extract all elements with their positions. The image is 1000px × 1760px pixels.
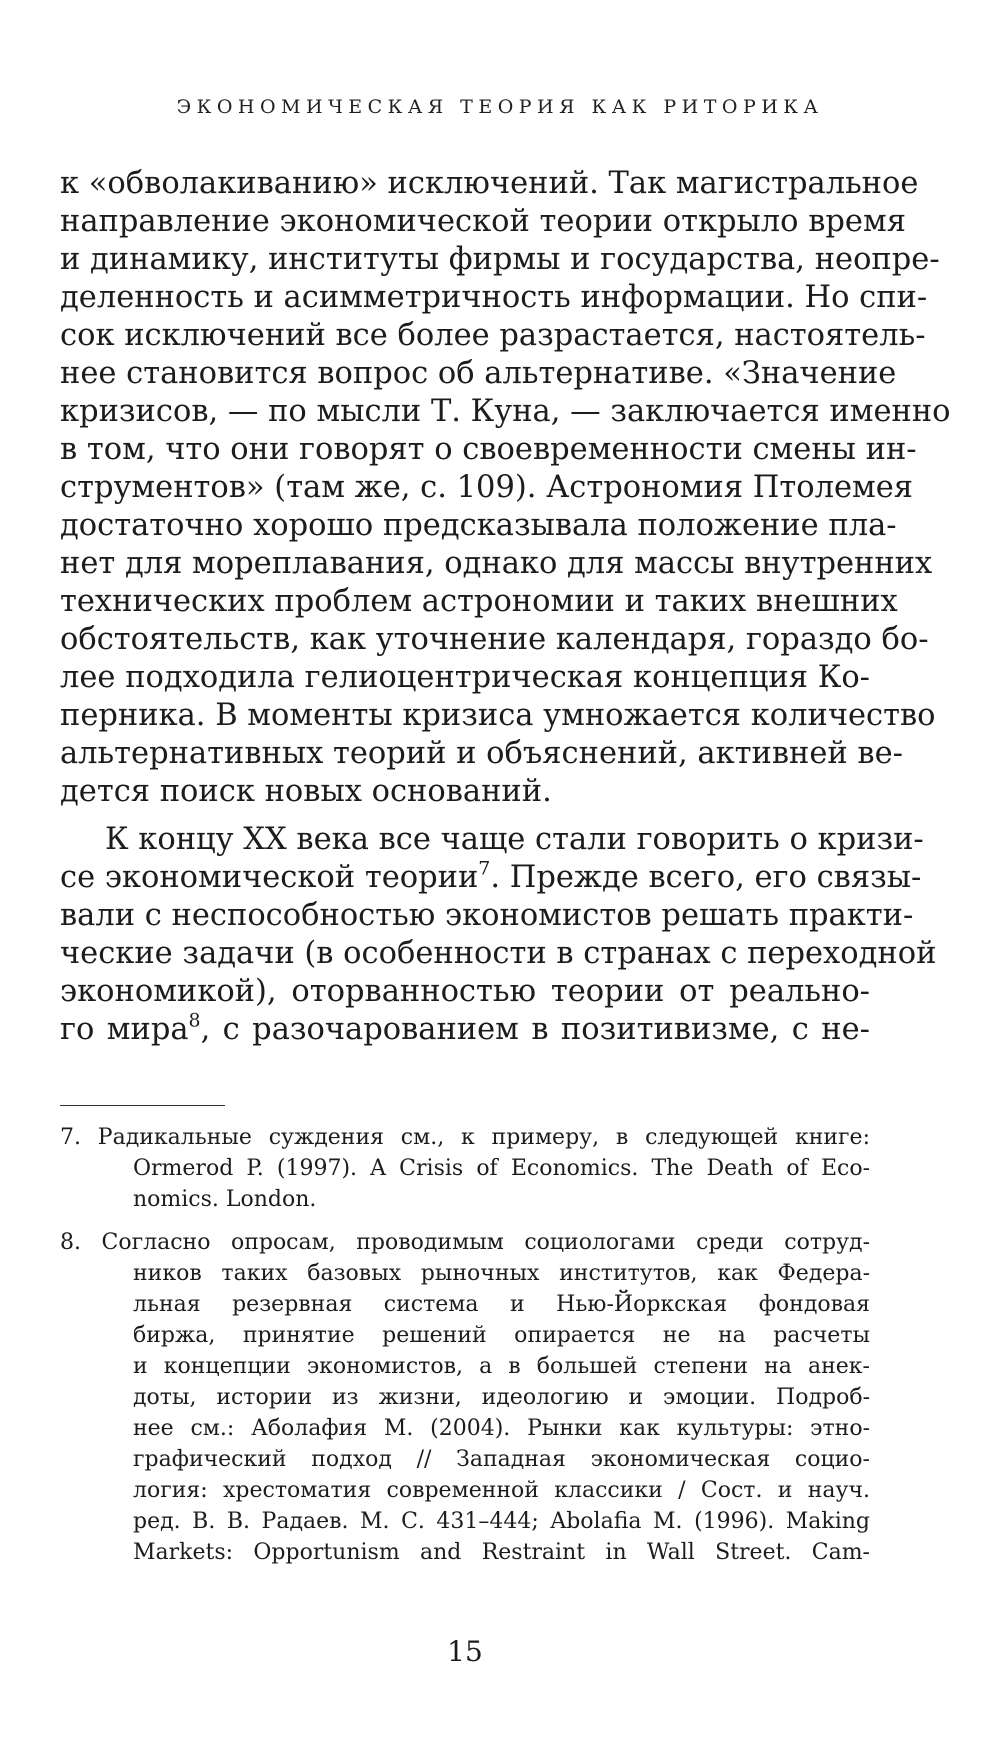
footnote-8-line: биржа, принятие решений опирается не на расчеты [133, 1323, 870, 1348]
body-line: обстоятельств, как уточнение календаря, гораздо бо- [60, 622, 929, 657]
footnote-ref-7[interactable]: 7 [478, 857, 491, 880]
body-line: в том, что они говорят о своевременности смены ин- [60, 432, 917, 467]
footnote-7-line: 7. Радикальные суждения см., к примеру, в следующей книге: [60, 1125, 870, 1150]
body-text: го мира [60, 1012, 189, 1047]
body-line: струментов» (там же, с. 109). Астрономия Птолемея [60, 470, 914, 505]
running-head: ЭКОНОМИЧЕСКАЯ ТЕОРИЯ КАК РИТОРИКА [176, 96, 824, 118]
body-line: дется поиск новых оснований. [60, 774, 552, 809]
body-line: деленность и асимметричность информации. Но спи- [60, 280, 928, 315]
body-text: . Прежде всего, его связы- [490, 860, 922, 895]
body-line: альтернативных теорий и объяснений, активней ве- [60, 736, 903, 771]
body-text: се экономической теории [60, 860, 479, 895]
body-text: , с разочарованием в позитивизме, с не- [200, 1012, 870, 1047]
body-line: К концу XX века все чаще стали говорить о кризи- [105, 822, 924, 857]
page-number: 15 [447, 1635, 483, 1668]
body-line: и динамику, институты фирмы и государства, неопре- [60, 242, 940, 277]
body-line: лее подходила гелиоцентрическая концепция Ко- [60, 660, 870, 695]
body-line: кризисов, — по мысли Т. Куна, — заключается именно [60, 394, 951, 429]
body-line: сок исключений все более разрастается, настоятель- [60, 318, 926, 353]
body-line: экономикой), оторванностью теории от реально- [60, 974, 870, 1009]
footnote-ref-8[interactable]: 8 [188, 1009, 201, 1032]
footnote-8-line: логия: хрестоматия современной классики / Сост. и науч. [133, 1478, 870, 1503]
footnote-8-line: Markets: Opportunism and Restraint in Wall Street. Cam- [133, 1540, 870, 1565]
footnote-8-line: ред. В. В. Радаев. М. С. 431–444; Abolafia M. (1996). Making [133, 1509, 870, 1534]
footnote-8-line: 8. Согласно опросам, проводимым социологами среди сотруд- [60, 1230, 870, 1255]
body-line: достаточно хорошо предсказывала положение пла- [60, 508, 897, 543]
body-line: к «обволакиванию» исключений. Так магистральное [60, 166, 919, 201]
body-line: ческие задачи (в особенности в странах с переходной [60, 936, 937, 971]
body-line: нет для мореплавания, однако для массы внутренних [60, 546, 933, 581]
footnote-7-line: Ormerod P. (1997). A Crisis of Economics. The Death of Eco- [133, 1156, 870, 1181]
footnote-separator [60, 1105, 225, 1106]
footnote-8-line: нее см.: Аболафия М. (2004). Рынки как культуры: этно- [133, 1416, 870, 1441]
footnote-8-line: графический подход // Западная экономическая социо- [133, 1447, 870, 1472]
body-line: вали с неспособностью экономистов решать практи- [60, 898, 914, 933]
body-line: нее становится вопрос об альтернативе. «Значение [60, 356, 897, 391]
body-line: перника. В моменты кризиса умножается количество [60, 698, 936, 733]
body-line: направление экономической теории открыло время [60, 204, 906, 239]
footnote-8-line: и концепции экономистов, а в большей степени на анек- [133, 1354, 870, 1379]
footnote-7-line: nomics. London. [133, 1187, 317, 1212]
footnote-8-line: ников таких базовых рыночных институтов, как Федера- [133, 1261, 870, 1286]
body-line: технических проблем астрономии и таких внешних [60, 584, 898, 619]
body-line [60, 857, 922, 897]
body-line [60, 1011, 870, 1049]
footnote-8-line: льная резервная система и Нью-Йоркская фондовая [133, 1292, 870, 1317]
footnote-8-line: доты, истории из жизни, идеологию и эмоции. Подроб- [133, 1385, 870, 1410]
